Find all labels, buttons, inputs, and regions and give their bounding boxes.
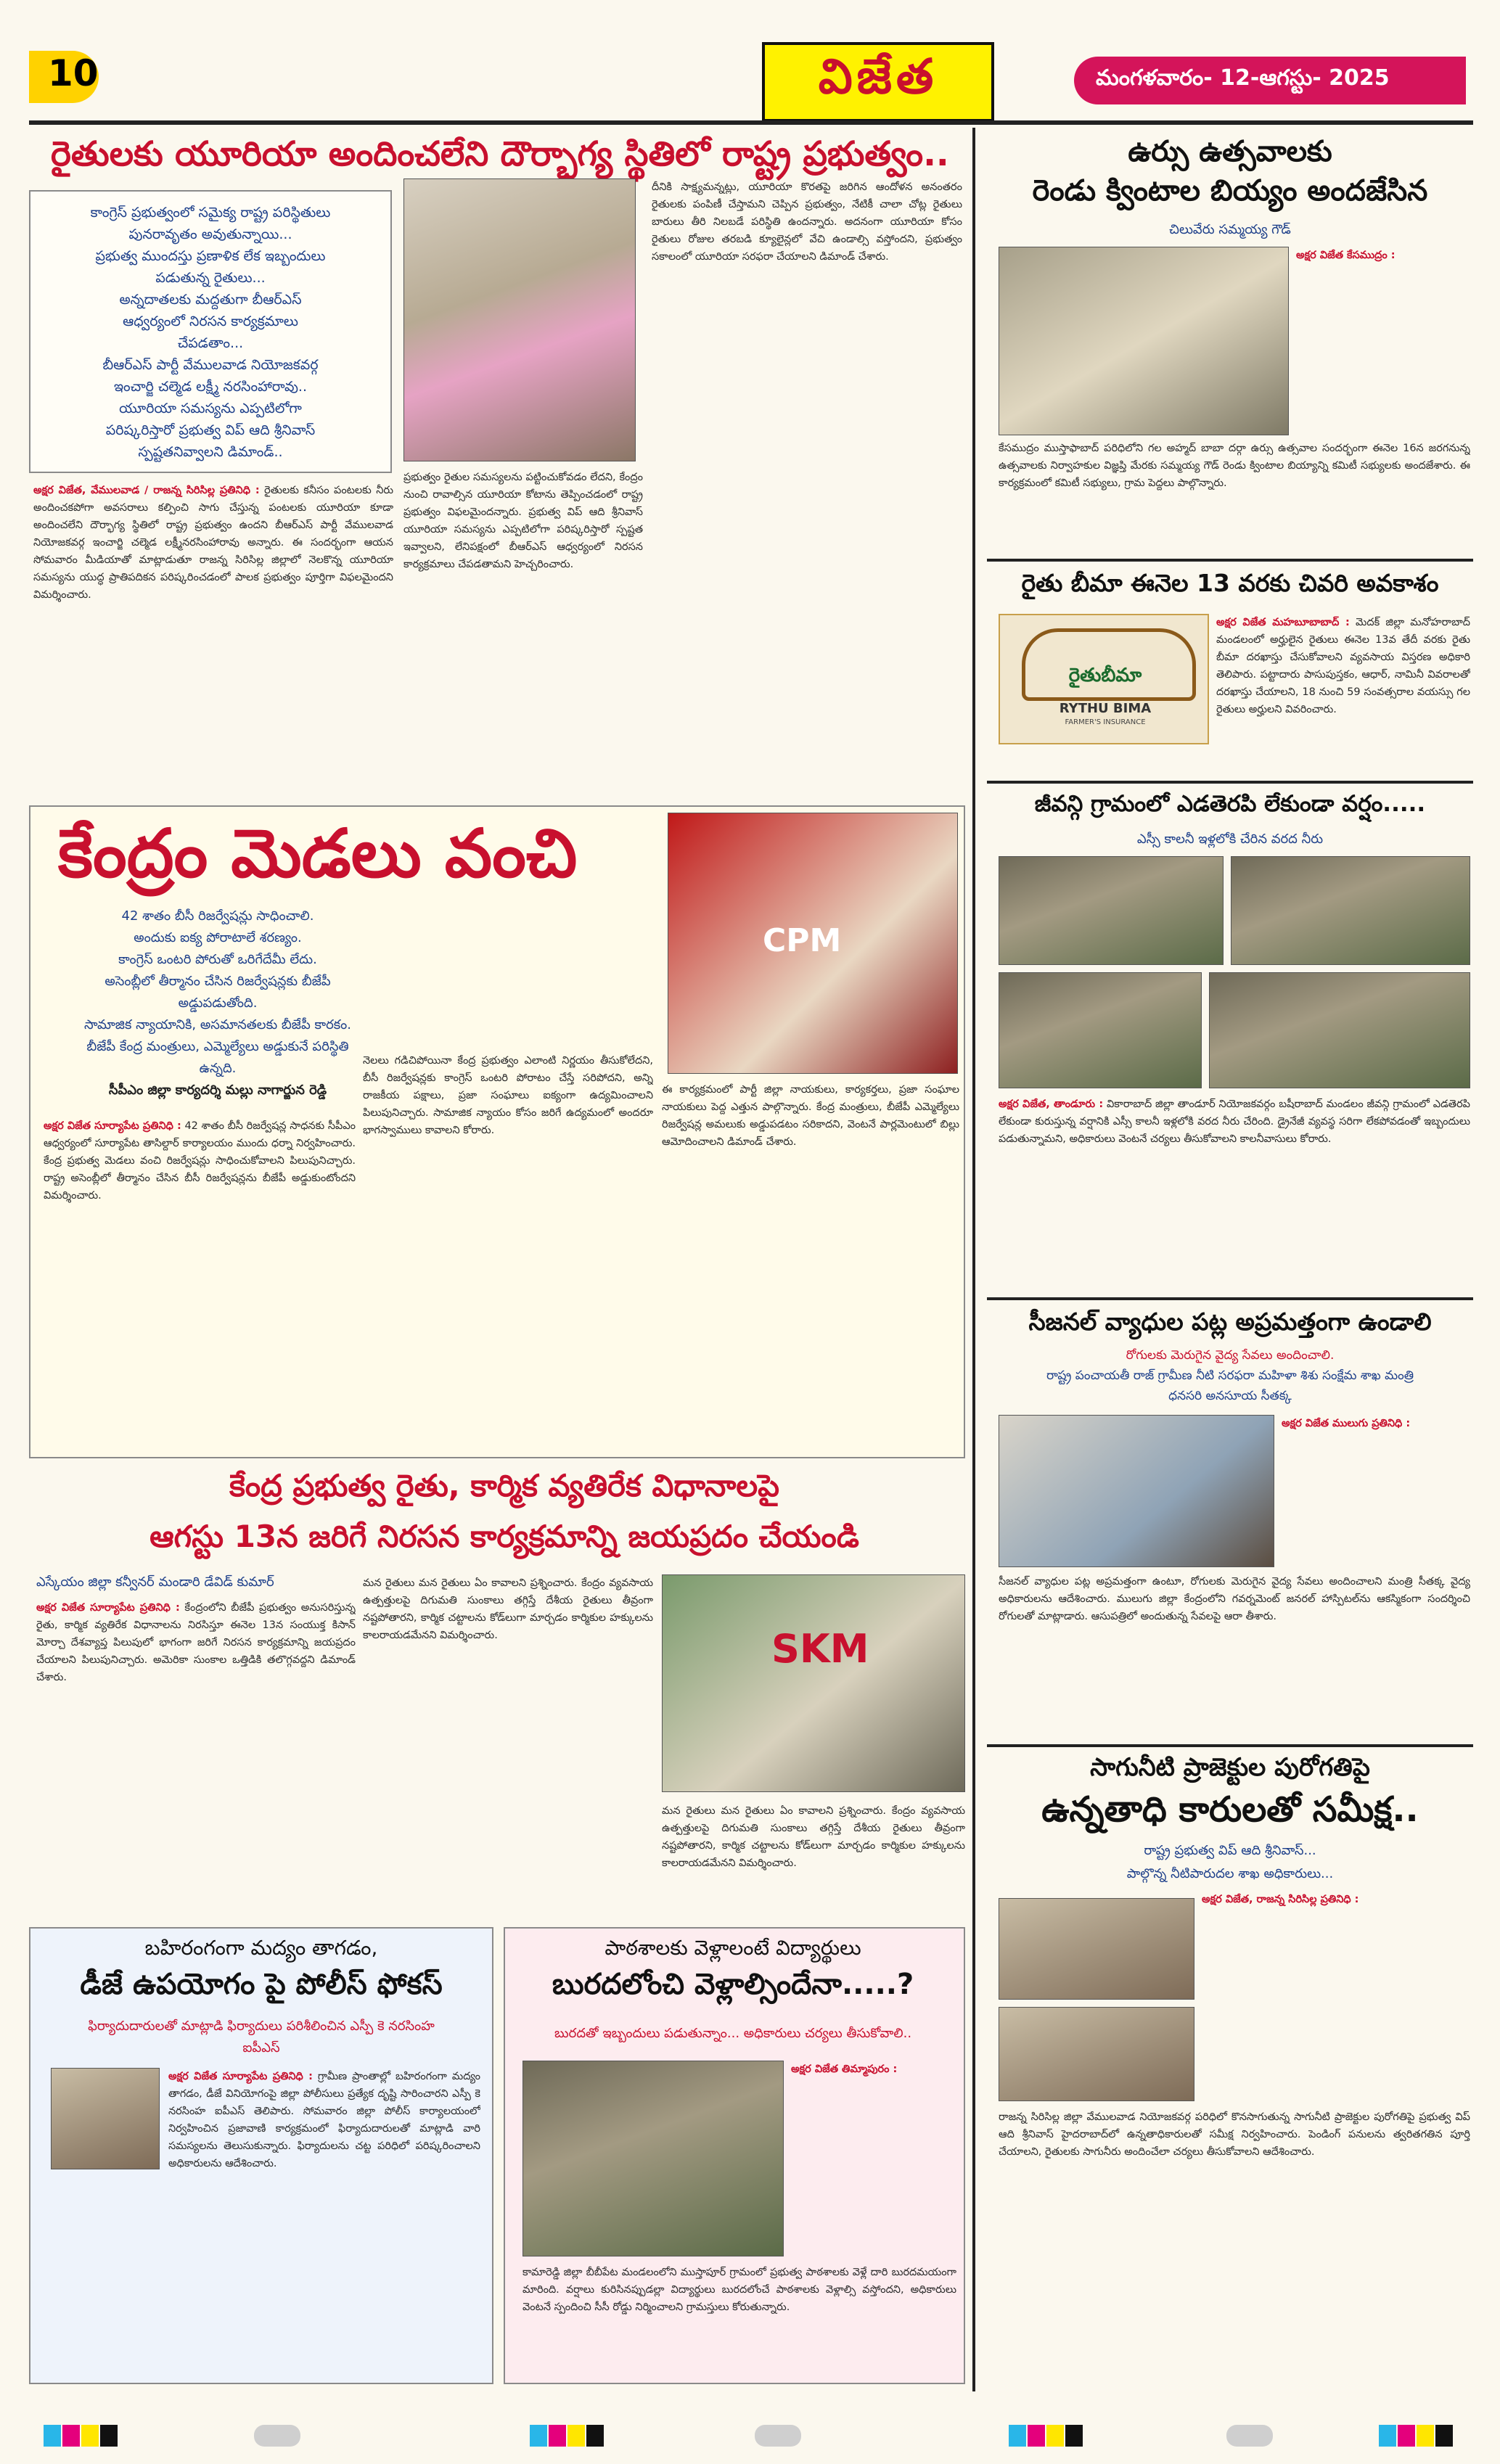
- school-headline-top: పాఠశాలకు వెళ్లాలంటే విద్యార్థులు: [604, 1936, 861, 1960]
- skm-headline-2: ఆగస్టు 13న జరిగే నిరసన కార్యక్రమాన్ని జయప్రదం చేయండి: [149, 1519, 859, 1554]
- registration-oval: [254, 2425, 300, 2451]
- school-kicker: బురదతో ఇబ్బందులు పడుతున్నాం... అధికారులు చర్యలు తీసుకోవాలి..: [554, 2026, 912, 2041]
- rice-body: కేసముద్రం ముస్తాఫాబాద్ పరిధిలోని గల అహ్మద్ బాబా దర్గా ఉర్సు ఉత్సవాల సందర్భంగా ఈనెల 16న జరగనున్న ఉత్సవాలకు నిర్వాహకుల విజ్ఞప్తి మేరకు సమ్మయ్య గౌడ్ రెండు క్వింటాల బియ్యాన్ని కమిటీ సభ్యులకు అందజేశారు. ఈ కార్యక్రమంలో కమిటీ సభ్యులు, గ్రామ పెద్దలు పాల్గొన్నారు.: [999, 443, 1470, 489]
- pullquote-line: బీఆర్ఎస్ పార్టీ వేములవాడ నియోజకవర్గ: [102, 357, 319, 373]
- review-dateline: అక్షర విజేత, రాజన్న సిరిసిల్ల ప్రతినిధి :: [1202, 1894, 1359, 1905]
- rain-photo-1: [999, 856, 1224, 965]
- lead-body-col2: ప్రభుత్వం రైతుల సమస్యలను పట్టించుకోవడం లేదని, కేంద్రం నుంచి రావాల్సిన యూరియా కోటాను తెప్పించడంలో రాష్ట్ర ప్రభుత్వం విఫలమైందన్నారు. ప్రభుత్వ విప్ ఆది శ్రీనివాస్ యూరియా సమస్యను ఎప్పటిలోగా పరిష్కరిస్తారో స్పష్టత ఇవ్వాలని, లేనిపక్షంలో బీఆర్ఎస్ ఆధ్వర్యంలో నిరసన కార్యక్రమాలు చేపడతామని హెచ్చరించారు.: [403, 472, 643, 570]
- bima-body-text: మెదక్ జిల్లా మనోహరాబాద్ మండలంలో అర్హులైన రైతులు ఈనెల 13వ తేదీ వరకు రైతు బీమా దరఖాస్తు చేసుకోవాలని వ్యవసాయ విస్తరణ అధికారి తెలిపారు. పట్టాదారు పాసుపుస్తకం, ఆధార్, నామినీ వివరాలతో దరఖాస్తు చేయాలని, 18 నుంచి 59 సంవత్సరాల వయస్సు గల రైతులు అర్హులని వివరించారు.: [1216, 617, 1470, 715]
- kicker-line: అందుకు ఐక్య పోరాటాలే శరణ్యం.: [134, 930, 302, 945]
- lead-body-col3: దీనికి సాక్ష్యమన్నట్లు, యూరియా కొరతపై జరిగిన ఆందోళన అనంతరం రైతులకు పంపిణీ చేస్తామని చెప్పిన ప్రభుత్వం, నేటికీ చాలా చోట్ల రైతులు బారులు తీరి నిలబడే పరిస్థితి ఉందన్నారు. అదనంగా యూరియా కోసం రైతులు రోజుల తరబడి క్యూలైన్లలో వేచి ఉండాల్సి వస్తోందని, ప్రభుత్వం సకాలంలో యూరియా సరఫరా చేయాలని డిమాండ్ చేశారు.: [652, 181, 962, 263]
- school-body: కామారెడ్డి జిల్లా బీబీపేట మండలంలోని ముస్తాపూర్ గ్రామంలో ప్రభుత్వ పాఠశాలకు వెళ్లే దారి బురదమయంగా మారింది. వర్షాలు కురిసినప్పుడల్లా విద్యార్థులు బురదలోంచే పాఠశాలకు వెళ్లాల్సి వస్తోందని, అధికారులు వెంటనే స్పందించి సీసీ రోడ్డు నిర్మించాలని గ్రామస్తులు కోరుతున్నారు.: [522, 2267, 956, 2313]
- review-body: రాజన్న సిరిసిల్ల జిల్లా వేములవాడ నియోజకవర్గ పరిధిలో కొనసాగుతున్న సాగునీటి ప్రాజెక్టుల పురోగతిపై ప్రభుత్వ విప్ ఆది శ్రీనివాస్ హైదరాబాద్‌లో ఉన్నతాధికారులతో సమీక్ష నిర్వహించారు. పెండింగ్ పనులను త్వరితగతిన పూర్తి చేయాలని, రైతులకు సాగునీరు అందించేలా చర్యలు తీసుకోవాలని ఆదేశించారు.: [999, 2111, 1470, 2158]
- kicker-line: ఉన్నది.: [199, 1061, 237, 1076]
- centre-photo: [668, 813, 958, 1074]
- school-body-side: [791, 2061, 956, 2256]
- health-body: సీజనల్ వ్యాధుల పట్ల అప్రమత్తంగా ఉంటూ, రోగులకు మెరుగైన వైద్య సేవలు అందించాలని మంత్రి సీతక్క వైద్య అధికారులను ఆదేశించారు. ములుగు జిల్లా కేంద్రంలోని గవర్నమెంట్ జనరల్ హాస్పిటల్‌ను ఆకస్మికంగా సందర్శించి రోగులతో మాట్లాడారు. ఆసుపత్రిలో అందుతున్న సేవలపై ఆరా తీశారు.: [999, 1576, 1470, 1622]
- registration-marks: [44, 2425, 119, 2451]
- rain-kicker: ఎస్సీ కాలనీ ఇళ్లలోకి చేరిన వరద నీరు: [1136, 831, 1324, 847]
- kicker-line: అసెంబ్లీలో తీర్మానం చేసిన రిజర్వేషన్లకు బీజేపీ: [104, 974, 331, 989]
- rice-kicker: చిలువేరు సమ్మయ్య గౌడ్: [1169, 222, 1291, 237]
- rain-headline: జీవన్గి గ్రామంలో ఎడతెరపి లేకుండా వర్షం.....: [1034, 791, 1426, 817]
- health-body-side: [1282, 1415, 1470, 1567]
- column-divider: [972, 128, 975, 2391]
- rain-body-text: వికారాబాద్ జిల్లా తాండూర్ నియోజకవర్గం బషీరాబాద్ మండలం జీవన్గి గ్రామంలో ఎడతెరపి లేకుండా కురుస్తున్న వర్షానికి ఎస్సీ కాలనీ ఇళ్లలోకి వరద నీరు చేరింది. డ్రైనేజీ వ్యవస్థ సరిగా లేకపోవడంతో ఇబ్బందులు పడుతున్నామని, అధికారులు వెంటనే చర్యలు తీసుకోవాలని కాలనీవాసులు కోరారు.: [999, 1098, 1470, 1145]
- centre-body-col3: ఈ కార్యక్రమంలో పార్టీ జిల్లా నాయకులు, కార్యకర్తలు, ప్రజా సంఘాల నాయకులు పెద్ద ఎత్తున పాల్గొన్నారు. కేంద్ర మంత్రులు, బీజేపీ ఎమ్మెల్యేలు రిజర్వేషన్ల అమలుకు అడ్డుపడటం సరికాదని, వెంటనే పార్లమెంటులో బిల్లు ఆమోదించాలని డిమాండ్ చేశారు.: [662, 1084, 959, 1148]
- skm-dateline: అక్షర విజేత సూర్యాపేట ప్రతినిధి :: [36, 1602, 180, 1614]
- centre-kickers: [51, 905, 385, 1101]
- police-body-text: గ్రామీణ ప్రాంతాల్లో బహిరంగంగా మద్యం తాగడం, డీజే వినియోగంపై జిల్లా పోలీసులు ప్రత్యేక దృష్టి సారించారని ఎస్పీ కె నరసింహ ఐపీఎస్ తెలిపారు. సోమవారం జిల్లా పోలీస్ కార్యాలయంలో నిర్వహించిన ప్రజావాణి కార్యక్రమంలో ఫిర్యాదుదారులతో మాట్లాడి వారి సమస్యలను తెలుసుకున్నారు. ఫిర్యాదులను చట్ట పరిధిలో పరిష్కరించాలని అధికారులను ఆదేశించారు.: [168, 2071, 480, 2169]
- rythu-bima-logo: [999, 614, 1209, 744]
- kicker-line: అడ్డుపడుతోంది.: [178, 995, 258, 1011]
- rain-photo-4: [1209, 972, 1470, 1088]
- page-number: 10: [48, 52, 99, 94]
- registration-marks: [530, 2425, 605, 2451]
- centre-headline: కేంద్రం మెడలు వంచి: [58, 815, 578, 892]
- paper-logo: [762, 42, 994, 122]
- skm-headline-1: కేంద్ర ప్రభుత్వ రైతు, కార్మిక వ్యతిరేక విధానాలపై: [229, 1468, 780, 1503]
- rule: [987, 781, 1473, 784]
- police-kicker: ఫిర్యాదుదారులతో మాట్లాడి ఫిర్యాదులు పరిశీలించిన ఎస్పీ కె నరసింహ: [88, 2019, 435, 2034]
- police-photo: [51, 2068, 160, 2169]
- school-dateline: అక్షర విజేత తిమ్మాపురం :: [791, 2063, 898, 2075]
- rice-body-side: [1296, 247, 1470, 435]
- bima-body: [1216, 614, 1470, 773]
- skm-kicker: ఎస్కేయం జిల్లా కన్వీనర్ మండారి డేవిడ్ కుమార్: [36, 1574, 274, 1590]
- review-kicker-1: రాష్ట్ర ప్రభుత్వ విప్ ఆది శ్రీనివాస్...: [1144, 1843, 1316, 1858]
- rain-photo-3: [999, 972, 1202, 1088]
- centre-body-text: 42 శాతం బీసీ రిజర్వేషన్ల సాధనకు సీపీఎం ఆధ్వర్యంలో సూర్యాపేట తాసిల్దార్ కార్యాలయం ముందు ధర్నా నిర్వహించారు. కేంద్ర ప్రభుత్వ మెడలు వంచి రిజర్వేషన్లు సాధించుకోవాలని పిలుపునిచ్చారు. రాష్ట్ర అసెంబ్లీలో తీర్మానం చేసిన బీసీ రిజర్వేషన్లను బీజేపీ అడ్డుకుంటోందని విమర్శించారు.: [44, 1120, 356, 1202]
- registration-oval: [1226, 2425, 1273, 2451]
- police-kicker-2: ఐపీఎస్: [242, 2040, 280, 2056]
- bima-headline: రైతు బీమా ఈనెల 13 వరకు చివరి అవకాశం: [1021, 569, 1439, 597]
- pullquote-line: కాంగ్రెస్ ప్రభుత్వంలో సమైక్య రాష్ట్ర పరిస్థితులు: [90, 205, 331, 221]
- pullquote-line: ప్రభుత్వ ముందస్తు ప్రణాళిక లేక ఇబ్బందులు: [95, 248, 326, 264]
- pullquote-line: అన్నదాతలకు మద్దతుగా బీఆర్ఎస్: [119, 292, 302, 308]
- school-photo: [522, 2061, 784, 2256]
- rule: [987, 1744, 1473, 1747]
- pullquote-line: చేపడతాం...: [177, 335, 244, 351]
- kicker-line: 42 శాతం బీసీ రిజర్వేషన్లు సాధించాలి.: [121, 908, 314, 924]
- skm-body-col3: మన రైతులు మన రైతులు ఏం కావాలని ప్రశ్నించారు. కేంద్రం వ్యవసాయ ఉత్పత్తులపై దిగుమతి సుంకాలు తగ్గిస్తే దేశీయ రైతులు తీవ్రంగా నష్టపోతారని, కార్మిక చట్టాలను కోడ్‌లుగా మార్చడం కార్మికుల హక్కులను కాలరాయడమేనని విమర్శించారు.: [662, 1805, 965, 1869]
- rice-headline-2: రెండు క్వింటాల బియ్యం అందజేసిన: [1032, 174, 1428, 208]
- centre-body-col1: [44, 1117, 356, 1451]
- lead-headline: రైతులకు యూరియా అందించలేని దౌర్భాగ్య స్థితిలో రాష్ట్ర ప్రభుత్వం..: [51, 134, 949, 174]
- health-kicker-2: రాష్ట్ర పంచాయతీ రాజ్ గ్రామీణ నీటి సరఫరా మహిళా శిశు సంక్షేమ శాఖ మంత్రి: [1046, 1368, 1414, 1383]
- rule: [987, 1297, 1473, 1300]
- review-headline: ఉన్నతాధి కారులతో సమీక్ష..: [1041, 1789, 1419, 1830]
- school-headline: బురదలోంచి వెళ్లాల్సిందేనా.....?: [552, 1968, 914, 2001]
- bima-dateline: అక్షర విజేత మహబూబాబాద్ :: [1216, 617, 1350, 628]
- registration-oval: [755, 2425, 801, 2451]
- review-kicker-2: పాల్గొన్న నీటిపారుదల శాఖ అధికారులు...: [1126, 1866, 1334, 1881]
- centre-body-col2: నెలలు గడిచిపోయినా కేంద్ర ప్రభుత్వం ఎలాంటి నిర్ణయం తీసుకోలేదని, బీసీ రిజర్వేషన్లకు కాంగ్రెస్ ఒంటరి పోరాటం చేస్తే సరిపోదని, అన్ని రాజకీయ పక్షాలు, ప్రజా సంఘాలు ఐక్యంగా ఉద్యమించాలని పిలుపునిచ్చారు. సామాజిక న్యాయం కోసం జరిగే ఉద్యమంలో అందరూ భాగస్వాములు కావాలని కోరారు.: [363, 1055, 653, 1136]
- pullquote-line: స్పష్టతనివ్వాలని డిమాండ్..: [138, 444, 283, 460]
- police-headline: డీజే ఉపయోగం పై పోలీస్ ఫోకస్: [80, 1968, 443, 2001]
- health-dateline: అక్షర విజేత ములుగు ప్రతినిధి :: [1282, 1418, 1411, 1429]
- lead-body-text: రైతులకు కనీసం పంటలకు నీరు అందించకపోగా అవసరాలు కల్పించి సాగు చేస్తున్న పంటలకు యూరియా కూడా అందించలేని దౌర్భాగ్య స్థితిలో రాష్ట్ర ప్రభుత్వం ఉందని బీఆర్ఎస్ పార్టీ వేములవాడ నియోజకవర్గ ఇంచార్జి చల్మెడ లక్ష్మీనరసింహారావు అన్నారు. ఈ సందర్భంగా ఆయన సోమవారం మీడియాతో మాట్లాడుతూ రాజన్న సిరిసిల్ల జిల్లాలో నెలకొన్న యూరియా సమస్యను యుద్ధ ప్రాతిపదికన పరిష్కరించడంలో పాలక ప్రభుత్వం పూర్తిగా విఫలమైందని విమర్శించారు.: [33, 485, 393, 601]
- skm-body-col1: [36, 1599, 356, 1918]
- skm-banner-label: SKM: [771, 1626, 869, 1672]
- health-kicker-3: ధనసరి అనసూయ సీతక్క: [1168, 1389, 1292, 1403]
- kicker-line: సీపీఎం జిల్లా కార్యదర్శి మల్లు నాగార్జున రెడ్డి: [108, 1083, 327, 1098]
- review-photo-1: [999, 1898, 1194, 2000]
- health-kicker-1: రోగులకు మెరుగైన వైద్య సేవలు అందించాలి.: [1126, 1348, 1335, 1363]
- rain-photo-2: [1231, 856, 1470, 965]
- skm-photo: [662, 1574, 965, 1792]
- pullquote-line: యూరియా సమస్యను ఎప్పటిలోగా: [119, 401, 302, 416]
- logo-telugu: రైతుబీమా: [1068, 665, 1142, 686]
- rule: [987, 559, 1473, 562]
- pullquote-line: పునరావృతం అవుతున్నాయి...: [128, 226, 292, 242]
- lead-dateline: అక్షర విజేత, వేములవాడ / రాజన్న సిరిసిల్ల ప్రతినిధి :: [33, 485, 260, 496]
- kicker-line: కాంగ్రెస్ ఒంటరి పోరుతో ఒరిగేదేమీ లేదు.: [118, 952, 317, 967]
- review-kicker-top: సాగునీటి ప్రాజెక్టుల పురోగతిపై: [1090, 1753, 1370, 1782]
- kicker-line: బీజేపీ కేంద్ర మంత్రులు, ఎమ్మెల్యేలు అడ్డుకునే పరిస్థితి: [86, 1039, 349, 1054]
- police-body: [168, 2068, 480, 2373]
- registration-marks: [1379, 2425, 1454, 2451]
- lead-body-col1: [33, 482, 393, 802]
- police-dateline: అక్షర విజేత సూర్యాపేట ప్రతినిధి :: [168, 2071, 313, 2082]
- rice-photo: [999, 247, 1289, 435]
- health-headline: సీజనల్ వ్యాధుల పట్ల అప్రమత్తంగా ఉండాలి: [1028, 1307, 1432, 1336]
- skm-body-col2: మన రైతులు మన రైతులు ఏం కావాలని ప్రశ్నించారు. కేంద్రం వ్యవసాయ ఉత్పత్తులపై దిగుమతి సుంకాలు తగ్గిస్తే దేశీయ రైతులు తీవ్రంగా నష్టపోతారని, కార్మిక చట్టాలను కోడ్‌లుగా మార్చడం కార్మికుల హక్కులను కాలరాయడమేనని విమర్శించారు.: [363, 1577, 653, 1641]
- date-bar: మంగళవారం- 12-ఆగస్టు- 2025: [1074, 57, 1466, 104]
- rice-dateline: అక్షర విజేత కేసముద్రం :: [1296, 250, 1396, 261]
- masthead-rule: [29, 120, 1473, 125]
- pullquote-line: ఇంచార్జి చల్మెడ లక్ష్మీ నరసింహారావు..: [113, 379, 308, 395]
- logo-sub: FARMER'S INSURANCE: [1065, 718, 1146, 726]
- lead-pullquotes: [44, 202, 377, 463]
- lead-pullquote-box: [29, 190, 392, 473]
- rice-headline-1: ఉర్సు ఉత్సవాలకు: [1128, 135, 1332, 168]
- review-photo-2: [999, 2007, 1194, 2101]
- pullquote-line: పరిష్కరిస్తారో ప్రభుత్వ విప్ ఆది శ్రీనివాస్: [105, 422, 316, 438]
- centre-dateline: అక్షర విజేత సూర్యాపేట ప్రతినిధి :: [44, 1120, 181, 1132]
- paper-name: విజేత: [818, 48, 938, 104]
- rain-dateline: అక్షర విజేత, తాండూరు :: [999, 1098, 1104, 1110]
- cpm-flag-label: CPM: [763, 922, 842, 959]
- skm-body-text: కేంద్రంలోని బీజేపీ ప్రభుత్వం అనుసరిస్తున్న రైతు, కార్మిక వ్యతిరేక విధానాలను నిరసిస్తూ ఈనెల 13న సంయుక్త కిసాన్ మోర్చా దేశవ్యాప్త పిలుపులో భాగంగా జరిగే నిరసన కార్యక్రమాన్ని జయప్రదం చేయాలని పిలుపునిచ్చారు. అమెరికా సుంకాల ఒత్తిడికి తలొగ్గవద్దని డిమాండ్ చేశారు.: [36, 1602, 356, 1683]
- kicker-line: సామాజిక న్యాయానికి, అసమానతలకు బీజేపీ కారకం.: [83, 1017, 351, 1032]
- logo-english: RYTHU BIMA: [1059, 701, 1152, 716]
- lead-photo: [403, 178, 636, 461]
- review-body-side: [1202, 1891, 1470, 2101]
- health-photo: [999, 1415, 1274, 1567]
- pullquote-line: ఆధ్వర్యంలో నిరసన కార్యక్రమాలు: [123, 313, 298, 329]
- registration-marks: [1009, 2425, 1084, 2451]
- police-headline-top: బహిరంగంగా మద్యం తాగడం,: [144, 1936, 378, 1960]
- rain-body: [999, 1096, 1470, 1291]
- pullquote-line: పడుతున్న రైతులు...: [155, 270, 266, 286]
